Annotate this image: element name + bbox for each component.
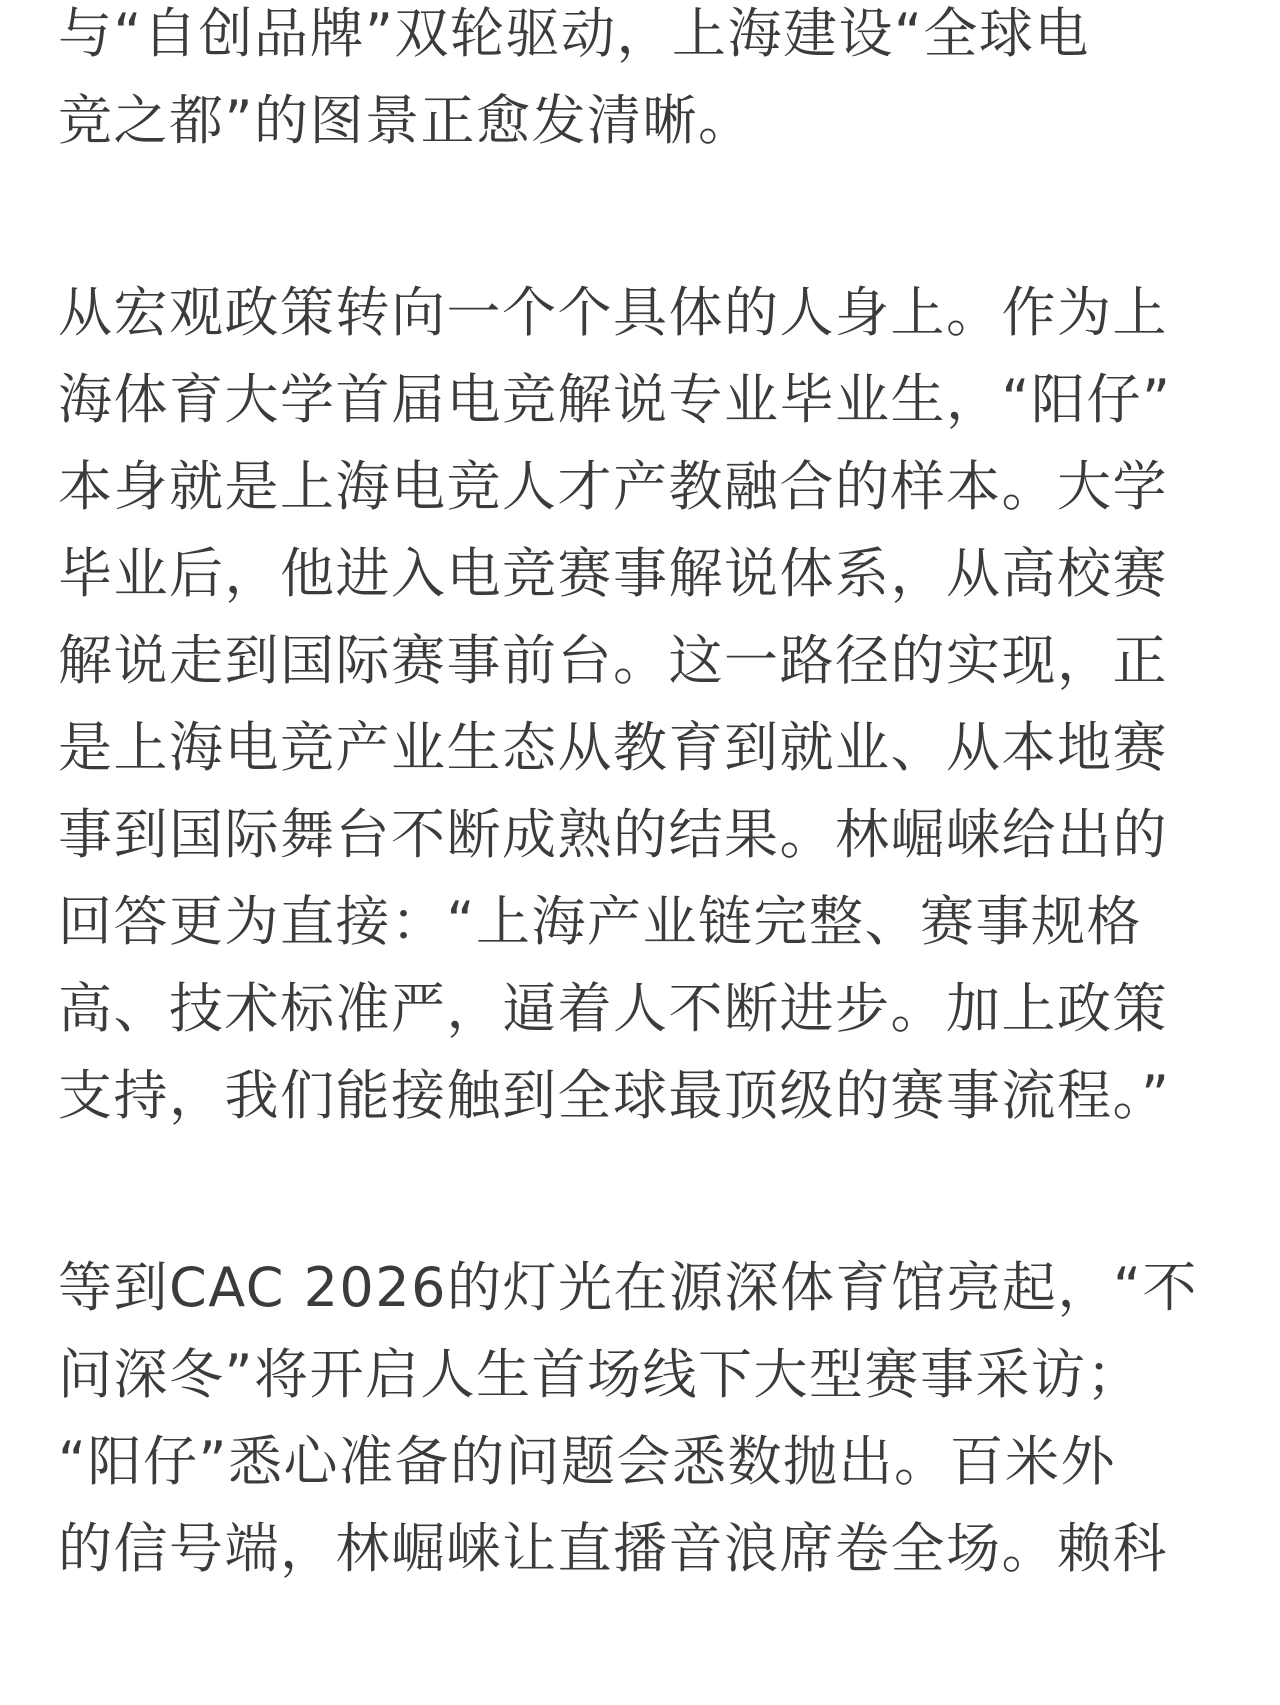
text-line: 回答更为直接：“上海产业链完整、赛事规格 [58, 890, 1142, 953]
text-line: 等到CAC 2026的灯光在源深体育馆亮起，“不 [58, 1256, 1198, 1319]
paragraph-spacer [58, 164, 1220, 269]
text-line: 是上海电竞产业生态从教育到就业、从本地赛 [58, 716, 1168, 779]
text-line: 支持，我们能接触到全球最顶级的赛事流程。” [58, 1064, 1171, 1127]
text-line: 从宏观政策转向一个个具体的人身上。作为上 [58, 281, 1168, 344]
text-line: 的信号端，林崛崃让直播音浪席卷全场。赖科 [58, 1517, 1168, 1580]
paragraph-spacer [58, 1139, 1220, 1244]
text-line: 解说走到国际赛事前台。这一路径的实现，正 [58, 629, 1168, 692]
text-line: 与“自创品牌”双轮驱动，上海建设“全球电 [58, 2, 1090, 65]
paragraph [58, 0, 1220, 164]
text-line: 竞之都”的图景正愈发清晰。 [58, 89, 754, 152]
text-line: 本身就是上海电竞人才产教融合的样本。大学 [58, 455, 1168, 518]
text-line: 海体育大学首届电竞解说专业毕业生，“阳仔” [58, 368, 1172, 431]
text-line: 事到国际舞台不断成熟的结果。林崛崃给出的 [58, 803, 1168, 866]
paragraph [58, 269, 1220, 1139]
text-line: 问深冬”将开启人生首场线下大型赛事采访； [58, 1343, 1142, 1406]
article-body [58, 0, 1220, 1592]
text-line: 高、技术标准严，逼着人不断进步。加上政策 [58, 977, 1168, 1040]
text-line: “阳仔”悉心准备的问题会悉数抛出。百米外 [58, 1430, 1116, 1493]
text-line: 毕业后，他进入电竞赛事解说体系，从高校赛 [58, 542, 1168, 605]
paragraph [58, 1244, 1220, 1592]
